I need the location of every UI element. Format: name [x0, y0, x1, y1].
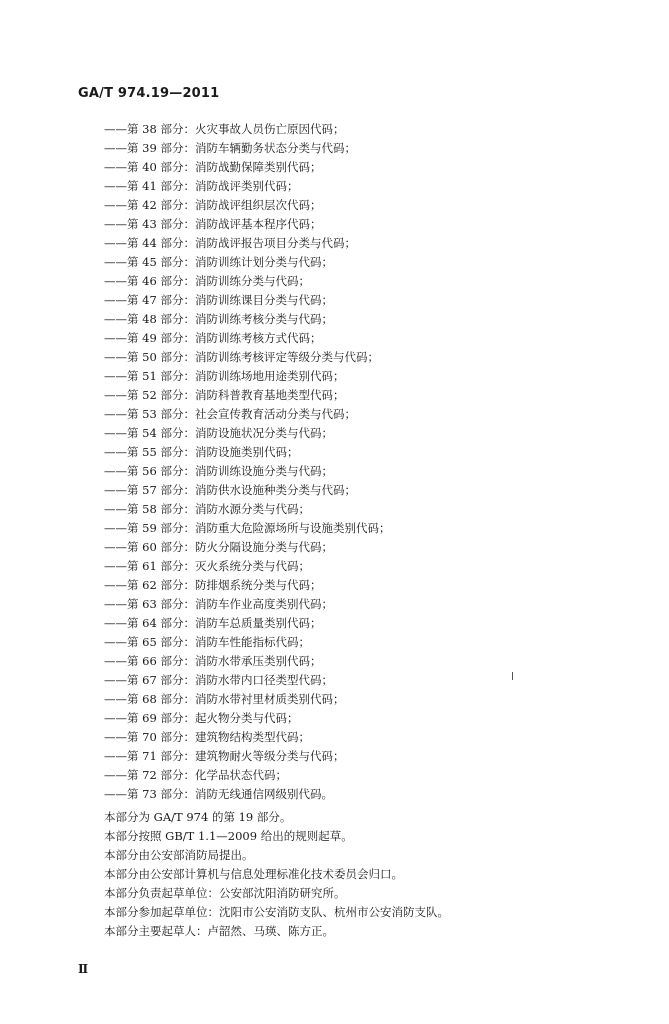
list-item: ——第 67 部分：消防水带内口径类型代码； — [104, 673, 333, 687]
list-item: ——第 40 部分：消防战勤保障类别代码； — [104, 160, 322, 174]
list-item: ——第 69 部分：起火物分类与代码； — [104, 711, 299, 725]
list-item: ——第 72 部分：化学品状态代码； — [104, 768, 287, 782]
list-item: ——第 56 部分：消防训练设施分类与代码； — [104, 464, 333, 478]
paragraph: 本部分负责起草单位：公安部沈阳消防研究所。 — [104, 886, 346, 900]
list-item: ——第 65 部分：消防车性能指标代码； — [104, 635, 310, 649]
list-item: ——第 71 部分：建筑物耐火等级分类与代码； — [104, 749, 345, 763]
paragraph: 本部分主要起草人：卢韶然、马瑛、陈方正。 — [104, 924, 334, 938]
list-item: ——第 44 部分：消防战评报告项目分类与代码； — [104, 236, 356, 250]
paragraph: 本部分由公安部消防局提出。 — [104, 848, 254, 862]
list-item: ——第 52 部分：消防科普教育基地类型代码； — [104, 388, 345, 402]
list-item: ——第 49 部分：消防训练考核方式代码； — [104, 331, 322, 345]
list-item: ——第 60 部分：防火分隔设施分类与代码； — [104, 540, 333, 554]
page-number: Ⅱ — [78, 962, 89, 976]
parts-list — [104, 120, 390, 804]
list-item: ——第 43 部分：消防战评基本程序代码； — [104, 217, 322, 231]
list-item: ——第 45 部分：消防训练计划分类与代码； — [104, 255, 333, 269]
foreword-paragraphs — [104, 808, 449, 941]
list-item: ——第 61 部分：灭火系统分类与代码； — [104, 559, 310, 573]
list-item: ——第 38 部分：火灾事故人员伤亡原因代码； — [104, 122, 345, 136]
scan-mark — [512, 672, 513, 680]
list-item: ——第 54 部分：消防设施状况分类与代码； — [104, 426, 333, 440]
paragraph: 本部分按照 GB/T 1.1—2009 给出的规则起草。 — [104, 829, 353, 843]
list-item: ——第 41 部分：消防战评类别代码； — [104, 179, 299, 193]
list-item: ——第 68 部分：消防水带衬里材质类别代码； — [104, 692, 345, 706]
list-item: ——第 57 部分：消防供水设施种类分类与代码； — [104, 483, 356, 497]
list-item: ——第 53 部分：社会宣传教育活动分类与代码； — [104, 407, 356, 421]
list-item: ——第 62 部分：防排烟系统分类与代码； — [104, 578, 322, 592]
list-item: ——第 39 部分：消防车辆勤务状态分类与代码； — [104, 141, 356, 155]
list-item: ——第 47 部分：消防训练课目分类与代码； — [104, 293, 333, 307]
paragraph: 本部分由公安部计算机与信息处理标准化技术委员会归口。 — [104, 867, 403, 881]
list-item: ——第 73 部分：消防无线通信网级别代码。 — [104, 787, 333, 801]
document-header: GA/T 974.19—2011 — [78, 86, 220, 101]
list-item: ——第 59 部分：消防重大危险源场所与设施类别代码； — [104, 521, 391, 535]
list-item: ——第 58 部分：消防水源分类与代码； — [104, 502, 310, 516]
paragraph: 本部分参加起草单位：沈阳市公安消防支队、杭州市公安消防支队。 — [104, 905, 449, 919]
list-item: ——第 66 部分：消防水带承压类别代码； — [104, 654, 322, 668]
paragraph: 本部分为 GA/T 974 的第 19 部分。 — [104, 810, 292, 824]
list-item: ——第 55 部分：消防设施类别代码； — [104, 445, 299, 459]
list-item: ——第 48 部分：消防训练考核分类与代码； — [104, 312, 333, 326]
list-item: ——第 63 部分：消防车作业高度类别代码； — [104, 597, 333, 611]
list-item: ——第 46 部分：消防训练分类与代码； — [104, 274, 310, 288]
list-item: ——第 70 部分：建筑物结构类型代码； — [104, 730, 310, 744]
list-item: ——第 50 部分：消防训练考核评定等级分类与代码； — [104, 350, 379, 364]
list-item: ——第 42 部分：消防战评组织层次代码； — [104, 198, 322, 212]
list-item: ——第 51 部分：消防训练场地用途类别代码； — [104, 369, 345, 383]
list-item: ——第 64 部分：消防车总质量类别代码； — [104, 616, 322, 630]
